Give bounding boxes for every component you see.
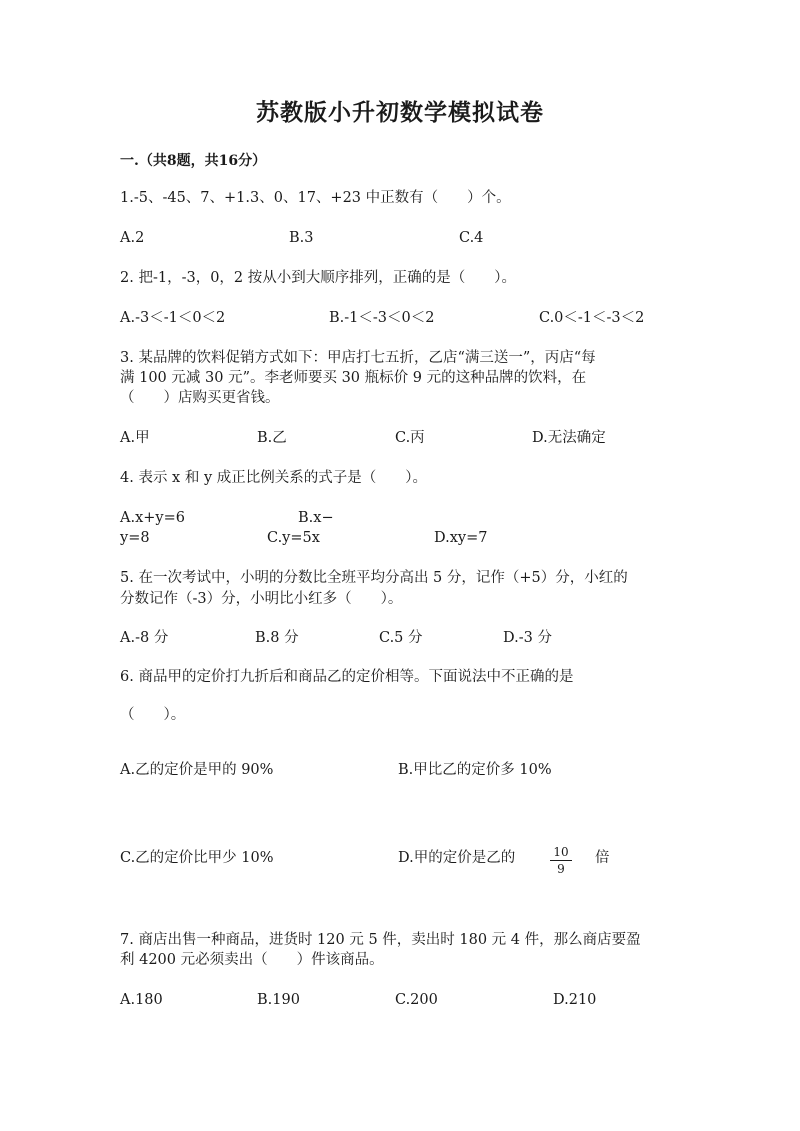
question-3-line-1: 3. 某品牌的饮料促销方式如下：甲店打七五折，乙店“满三送一”，丙店“每: [120, 350, 596, 366]
page-title: 苏教版小升初数学模拟试卷: [256, 99, 544, 126]
question-2-option-b[interactable]: B.-1＜-3＜0＜2: [329, 310, 435, 326]
question-3-option-d[interactable]: D.无法确定: [532, 430, 606, 446]
question-3-line-2: 满 100 元减 30 元”。李老师要买 30 瓶标价 9 元的这种品牌的饮料，在: [120, 370, 587, 386]
question-3-line-3: （ ）店购买更省钱。: [120, 390, 280, 406]
section-heading: 一.（共8题，共16分）: [120, 153, 267, 169]
question-5-option-c[interactable]: C.5 分: [379, 630, 423, 646]
question-5-line-1: 5. 在一次考试中，小明的分数比全班平均分高出 5 分，记作（+5）分，小红的: [120, 570, 628, 586]
question-5-option-a[interactable]: A.-8 分: [120, 630, 169, 646]
question-7-option-b[interactable]: B.190: [257, 992, 300, 1008]
question-1-option-b[interactable]: B.3: [289, 230, 314, 246]
fraction-bar: [550, 860, 572, 861]
question-7-line-2: 利 4200 元必须卖出（ ）件该商品。: [120, 952, 384, 968]
question-6-line-1: 6. 商品甲的定价打九折后和商品乙的定价相等。下面说法中不正确的是: [120, 669, 574, 685]
question-7-line-1: 7. 商店出售一种商品，进货时 120 元 5 件，卖出时 180 元 4 件，那么商店要盈: [120, 932, 641, 948]
question-2-text: 2. 把-1，-3，0，2 按从小到大顺序排列，正确的是（ ）。: [120, 270, 517, 286]
question-6-option-d[interactable]: D.甲的定价是乙的: [398, 850, 516, 866]
question-3-option-b[interactable]: B.乙: [257, 430, 287, 446]
question-1-text: 1.-5、-45、7、+1.3、0、17、+23 中正数有（ ）个。: [120, 190, 511, 206]
question-4-option-d[interactable]: D.xy=7: [434, 530, 488, 546]
question-7-option-d[interactable]: D.210: [553, 992, 597, 1008]
question-2-option-a[interactable]: A.-3＜-1＜0＜2: [120, 310, 226, 326]
question-4-option-c[interactable]: C.y=5x: [267, 530, 320, 546]
question-6-option-b[interactable]: B.甲比乙的定价多 10%: [398, 762, 552, 778]
question-6-option-c[interactable]: C.乙的定价比甲少 10%: [120, 850, 274, 866]
question-4-text: 4. 表示 x 和 y 成正比例关系的式子是（ ）。: [120, 470, 427, 486]
fraction-denominator: 9: [557, 862, 565, 876]
question-6-option-d-tail: 倍: [595, 850, 610, 866]
question-5-option-b[interactable]: B.8 分: [255, 630, 299, 646]
question-6-line-2: （ ）。: [120, 707, 186, 723]
question-6-option-a[interactable]: A.乙的定价是甲的 90%: [120, 762, 274, 778]
question-1-option-c[interactable]: C.4: [459, 230, 484, 246]
question-4-option-a[interactable]: A.x+y=6: [120, 510, 185, 526]
question-3-option-c[interactable]: C.丙: [395, 430, 425, 446]
question-4-option-b-part-1[interactable]: B.x−: [298, 510, 334, 526]
fraction-ten-ninths: [548, 845, 574, 876]
question-3-option-a[interactable]: A.甲: [120, 430, 150, 446]
fraction-numerator: 10: [553, 845, 569, 859]
question-2-option-c[interactable]: C.0＜-1＜-3＜2: [539, 310, 645, 326]
question-7-option-c[interactable]: C.200: [395, 992, 438, 1008]
question-5-option-d[interactable]: D.-3 分: [503, 630, 552, 646]
question-7-option-a[interactable]: A.180: [120, 992, 163, 1008]
question-5-line-2: 分数记作（-3）分，小明比小红多（ ）。: [120, 591, 403, 607]
question-1-option-a[interactable]: A.2: [120, 230, 145, 246]
question-4-option-b-part-2[interactable]: y=8: [120, 530, 150, 546]
